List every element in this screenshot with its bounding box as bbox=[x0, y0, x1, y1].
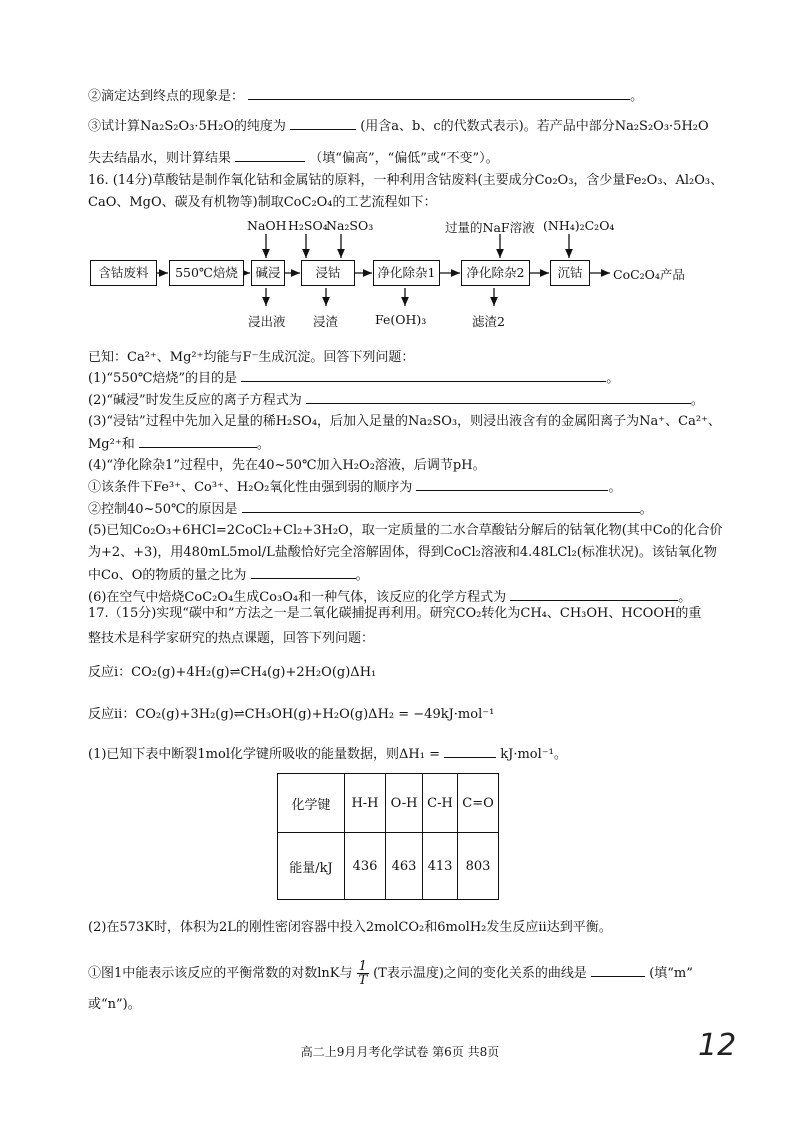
q16-part4-sub1: ①该条件下Fe³⁺、Co³⁺、H₂O₂氧化性由强到弱的顺序为 。 bbox=[88, 480, 622, 495]
q15-sub2-text: ②滴定达到终点的现象是： bbox=[88, 89, 245, 104]
flow-output-filter-residue-2: 滤渣2 bbox=[472, 314, 505, 329]
table-header: C-H bbox=[423, 774, 458, 833]
flow-output-feoh3: Fe(OH)₃ bbox=[375, 312, 427, 327]
flow-input-oxalate: (NH₄)₂C₂O₄ bbox=[543, 218, 615, 233]
q16-part3-cont-text: Mg²⁺和 bbox=[88, 437, 135, 452]
q16-part5-cont: 为+2、+3)，用480mL5mol/L盐酸恰好完全溶解固体，得到CoCl₂溶液和4.48LCl₂(标准状况)。该钴氧化物 bbox=[88, 545, 717, 560]
flow-box-cobalt-leach: 浸钴 bbox=[301, 260, 355, 286]
flow-input-naoh: NaOH bbox=[247, 218, 287, 233]
q17-part1 bbox=[88, 745, 567, 764]
flow-input-na2so3: Na₂SO₃ bbox=[326, 218, 374, 233]
q16-part1: (1)“550℃焙烧”的目的是 。 bbox=[88, 371, 620, 386]
q15-sub3-cont-text: 失去结晶水，则计算结果 bbox=[88, 151, 232, 166]
q16-part4-sub2: ②控制40~50℃的原因是 。 bbox=[88, 502, 653, 517]
table-cell: 436 bbox=[345, 833, 386, 900]
q15-sub3-text: ③试计算Na₂S₂O₃·5H₂O的纯度为 bbox=[88, 119, 286, 134]
flow-box-precipitate: 沉钴 bbox=[550, 260, 590, 286]
q16-part3-cont: Mg²⁺和 。 bbox=[88, 437, 270, 452]
q16-part5-cont2-text: 中Co、O的物质的量之比为 bbox=[88, 568, 247, 583]
q17-stem-cont: 整技术是科学家研究的热点课题，回答下列问题： bbox=[88, 631, 375, 646]
answer-blank[interactable] bbox=[139, 435, 257, 448]
table-header: C=O bbox=[458, 774, 499, 833]
flow-box-purify-1: 净化除杂1 bbox=[373, 260, 440, 286]
flow-output-leachate: 浸出液 bbox=[248, 314, 286, 329]
flow-output-residue: 浸渣 bbox=[313, 314, 339, 329]
flow-box-alkali-leach: 碱浸 bbox=[251, 260, 285, 286]
q16-part6: (6)在空气中焙烧CoC₂O₄生成Co₃O₄和一种气体，该反应的化学方程式为 。 bbox=[88, 590, 692, 605]
q17-part1-text: (1)已知下表中断裂1mol化学键所吸收的能量数据，则ΔH₁ = bbox=[88, 747, 440, 762]
reaction-ii: 反应ii：CO₂(g)+3H₂(g)⇌CH₃OH(g)+H₂O(g)ΔH₂ = −49kJ·mol⁻¹ bbox=[88, 707, 495, 722]
fraction-numerator: 1 bbox=[358, 959, 367, 974]
q16-part4: (4)“净化除杂1”过程中，先在40~50℃加入H₂O₂溶液，后调节pH。 bbox=[88, 458, 486, 473]
q16-part4-sub2-text: ②控制40~50℃的原因是 bbox=[88, 502, 238, 517]
q17-part2-sub1 bbox=[88, 960, 693, 987]
q17-part2: (2)在573K时，体积为2L的刚性密闭容器中投入2molCO₂和6molH₂发生反应ii达到平衡。 bbox=[88, 920, 612, 935]
q17-part2-sub1-text2: (T表示温度)之间的变化关系的曲线是 bbox=[373, 966, 587, 981]
q16-part2: (2)“碱浸”时发生反应的离子方程式为 。 bbox=[88, 393, 704, 408]
answer-blank[interactable] bbox=[306, 391, 691, 404]
flow-input-h2so4: H₂SO₄ bbox=[288, 218, 328, 233]
q16-part6-text: (6)在空气中焙烧CoC₂O₄生成Co₃O₄和一种气体，该反应的化学方程式为 bbox=[88, 590, 507, 605]
q16-part3: (3)“浸钴”过程中先加入足量的稀H₂SO₄，后加入足量的Na₂SO₃，则浸出液含有的金属阳离子为Na⁺、Ca²⁺、 bbox=[88, 414, 721, 429]
q15-sub3-cont-text2: （填“偏高”，“偏低”或“不变”）。 bbox=[309, 151, 499, 166]
reaction-i: 反应i：CO₂(g)+4H₂(g)⇌CH₄(g)+2H₂O(g)ΔH₁ bbox=[88, 665, 377, 680]
q15-sub2: ②滴定达到终点的现象是： 。 bbox=[88, 89, 644, 104]
flow-arrows bbox=[0, 0, 800, 340]
q17-part2-sub1-text: ①图1中能表示该反应的平衡常数的对数lnK与 bbox=[88, 966, 353, 981]
q17-part2-sub1-cont: 或“n”)。 bbox=[88, 997, 141, 1012]
table-cell: 413 bbox=[423, 833, 458, 900]
answer-blank[interactable] bbox=[444, 745, 496, 758]
answer-blank[interactable] bbox=[510, 588, 678, 601]
flow-box-roast: 550℃焙烧 bbox=[169, 260, 244, 286]
flow-box-waste: 含钴废料 bbox=[90, 260, 157, 286]
q17-stem: 17.（15分)实现“碳中和”方法之一是二氧化碳捕捉再利用。研究CO₂转化为CH₄、CH₃OH、HCOOH的重 bbox=[88, 606, 702, 621]
q16-part5-cont2: 中Co、O的物质的量之比为 。 bbox=[88, 568, 369, 583]
q17-part1-unit: kJ·mol⁻¹。 bbox=[500, 747, 567, 762]
q16-stem: 16. (14分)草酸钴是制作氧化钴和金属钴的原料，一种利用含钴废料(主要成分Co₂O₃，含少量Fe₂O₃、Al₂O₃、 bbox=[88, 173, 724, 188]
flow-product: CoC₂O₄产品 bbox=[613, 267, 685, 282]
q16-part1-text: (1)“550℃焙烧”的目的是 bbox=[88, 371, 238, 386]
table-header: H-H bbox=[345, 774, 386, 833]
handwritten-page-number: 12 bbox=[698, 1028, 737, 1063]
q16-part2-text: (2)“碱浸”时发生反应的离子方程式为 bbox=[88, 393, 302, 408]
table-cell: 803 bbox=[458, 833, 499, 900]
page-footer: 高二上9月月考化学试卷 第6页 共8页 bbox=[300, 1045, 500, 1059]
q16-part4-sub1-text: ①该条件下Fe³⁺、Co³⁺、H₂O₂氧化性由强到弱的顺序为 bbox=[88, 480, 413, 495]
answer-blank[interactable] bbox=[416, 478, 608, 491]
table-cell: 463 bbox=[386, 833, 423, 900]
q17-part2-sub1-text3: (填“m” bbox=[649, 966, 693, 981]
table-cell: 能量/kJ bbox=[278, 833, 345, 900]
table-header: O-H bbox=[386, 774, 423, 833]
table-header: 化学键 bbox=[278, 774, 345, 833]
flow-box-purify-2: 净化除杂2 bbox=[461, 260, 530, 286]
q16-known: 已知：Ca²⁺、Mg²⁺均能与F⁻生成沉淀。回答下列问题： bbox=[88, 350, 415, 365]
bond-energy-table bbox=[277, 773, 499, 900]
fraction-1-over-T bbox=[357, 960, 369, 987]
answer-blank[interactable] bbox=[242, 500, 640, 513]
flow-input-naf: 过量的NaF溶液 bbox=[445, 220, 535, 235]
answer-blank[interactable] bbox=[591, 964, 645, 977]
answer-blank[interactable] bbox=[241, 369, 606, 382]
q16-part5: (5)已知Co₂O₃+6HCl=2CoCl₂+Cl₂+3H₂O，取一定质量的二水合草酸钴分解后的钴氧化物(其中Co的化合价 bbox=[88, 523, 723, 538]
q16-stem-cont: CaO、MgO、碳及有机物等)制取CoC₂O₄的工艺流程如下： bbox=[88, 195, 437, 210]
answer-blank[interactable] bbox=[251, 566, 356, 579]
q15-sub3-text2: (用含a、b、c的代数式表示)。若产品中部分Na₂S₂O₃·5H₂O bbox=[360, 119, 709, 134]
fraction-denominator: T bbox=[358, 973, 368, 988]
